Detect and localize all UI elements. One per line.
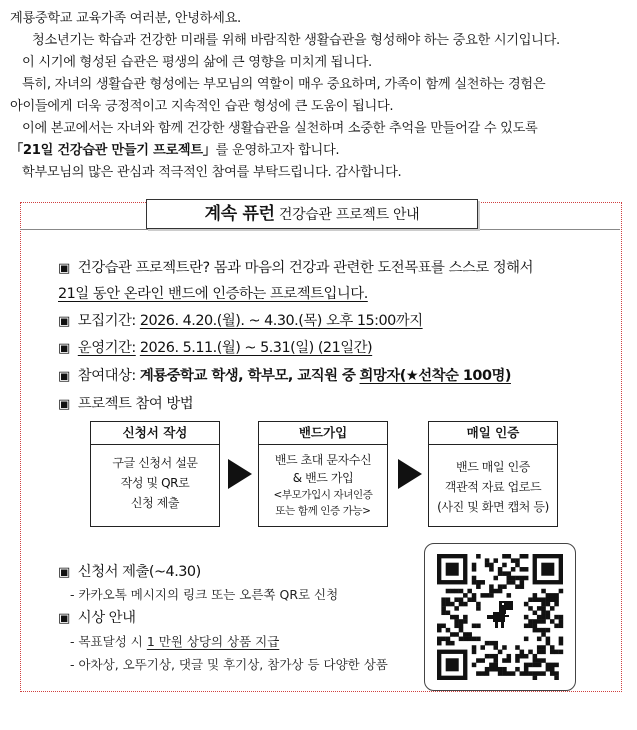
intro-greeting: 계룡중학교 교육가족 여러분, 안녕하세요.	[10, 11, 241, 26]
step-line: 밴드 초대 문자수신	[274, 453, 372, 467]
recruit-period: 2026. 4.20.(월). ~ 4.30.(목) 오후 15:00까지	[139, 313, 423, 329]
step-note: <부모가입시 자녀인증	[273, 489, 373, 501]
step-body	[429, 445, 557, 517]
step-daily-check	[428, 421, 558, 527]
triangle-right-icon	[228, 459, 252, 489]
intro-paragraph: 청소년기는 학습과 건강한 미래를 위해 바람직한 생활습관을 형성해야 하는 중요한 시기입니다.	[32, 33, 560, 48]
dinosaur-icon	[487, 601, 513, 628]
item-recruit	[58, 309, 423, 330]
title-divider	[20, 229, 620, 230]
intro-closing: 학부모님의 많은 관심과 적극적인 참여를 부탁드립니다. 감사합니다.	[22, 165, 402, 180]
step-line: 객관적 자료 업로드	[444, 480, 542, 494]
step-line: (사진 및 화면 캡처 등)	[437, 500, 549, 514]
bullet-square-icon: ▣	[58, 565, 70, 580]
step-band-join	[258, 421, 388, 527]
item-target	[58, 364, 511, 385]
item-what-cont: 21일 동안 온라인 밴드에 인증하는 프로젝트입니다.	[58, 286, 368, 302]
award-description: - 아차상, 오뚜기상, 댓글 및 후기상, 참가상 등 다양한 상품	[70, 657, 388, 672]
item-text: 신청서 제출(~4.30)	[77, 564, 201, 580]
award-prize: 1 만원 상당의 상품 지급	[146, 634, 280, 649]
bullet-square-icon: ▣	[58, 314, 70, 329]
step-title: 밴드가입	[259, 422, 387, 445]
step-line: & 밴드 가입	[292, 471, 354, 485]
step-line: 신청 제출	[130, 496, 180, 510]
step-line: 밴드 매일 인증	[456, 460, 530, 474]
bullet-square-icon: ▣	[58, 611, 70, 626]
target-limit: 희망자(★선착순 100명)	[359, 368, 511, 384]
title-text: 건강습관 프로젝트 안내	[278, 207, 420, 223]
step-body	[91, 445, 219, 513]
bullet-square-icon: ▣	[58, 261, 70, 276]
item-award	[58, 606, 135, 627]
bullet-square-icon: ▣	[58, 341, 70, 356]
item-submit	[58, 560, 201, 581]
target-audience: 계룡중학교 학생, 학부모, 교직원 중	[139, 368, 356, 384]
intro-text: 를 운영하고자 합니다.	[215, 143, 340, 158]
step-application	[90, 421, 220, 527]
step-body	[259, 445, 387, 519]
step-note: 또는 함께 인증 가능>	[275, 505, 371, 517]
section-title	[146, 199, 478, 229]
intro-paragraph: 아이들에게 더욱 긍정적이고 지속적인 습관 형성에 큰 도움이 됩니다.	[10, 99, 394, 114]
intro-paragraph: 특히, 자녀의 생활습관 형성에는 부모님의 역할이 매우 중요하며, 가족이 함께 실천하는 경험은	[22, 77, 546, 92]
award-description	[70, 632, 279, 650]
item-label: 참여대상:	[77, 368, 136, 384]
bullet-square-icon: ▣	[58, 397, 70, 412]
item-period	[58, 336, 372, 357]
submit-description: - 카카오톡 메시지의 링크 또는 오른쪽 QR로 신청	[70, 587, 339, 602]
intro-paragraph	[10, 140, 630, 162]
item-label: 모집기간:	[77, 313, 136, 329]
step-title: 신청서 작성	[91, 422, 219, 445]
triangle-right-icon	[398, 459, 422, 489]
qr-code-frame[interactable]	[424, 543, 576, 691]
operation-period: 2026. 5.11.(월) ~ 5.31(일) (21일간)	[139, 340, 373, 356]
item-method	[58, 392, 193, 413]
step-title: 매일 인증	[429, 422, 557, 445]
item-text: 프로젝트 참여 방법	[77, 396, 194, 412]
project-name: 「21일 건강습관 만들기 프로젝트」	[10, 143, 216, 158]
qr-code-icon[interactable]	[435, 554, 565, 680]
item-what	[58, 256, 533, 277]
step-line: 작성 및 QR로	[120, 476, 190, 490]
title-emphasis: 계속 퓨런	[204, 204, 275, 224]
intro-letter	[10, 8, 630, 184]
step-line: 구글 신청서 설문	[112, 456, 198, 470]
item-text: 시상 안내	[77, 610, 136, 626]
intro-paragraph: 이 시기에 형성된 습관은 평생의 삶에 큰 영향을 미치게 됩니다.	[22, 55, 372, 70]
item-label: 운영기간:	[77, 340, 136, 356]
award-text: - 목표달성 시	[70, 634, 147, 649]
bullet-square-icon: ▣	[58, 369, 70, 384]
item-text: 건강습관 프로젝트란? 몸과 마음의 건강과 관련한 도전목표를 스스로 정해서	[77, 260, 533, 276]
intro-paragraph: 이에 본교에서는 자녀와 함께 건강한 생활습관을 실천하며 소중한 추억을 만들어갈 수 있도록	[22, 121, 538, 136]
